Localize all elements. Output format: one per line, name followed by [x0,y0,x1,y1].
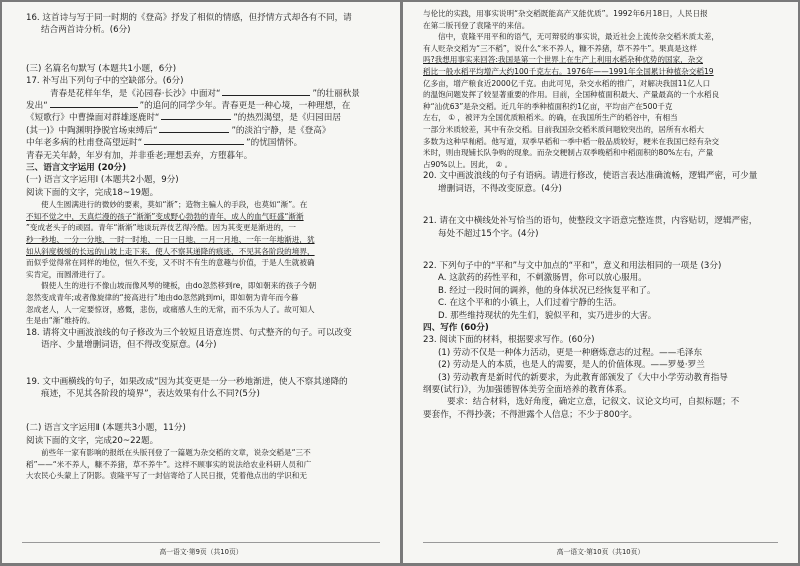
q22-option-b: B. 经过一段时间的调养，他的身体状况已经恢复平和了。 [438,285,656,296]
q23-intro: 23. 阅读下面的材料，根据要求写作。(60分) [423,335,595,346]
sub1-instruction: 阅读下面的文字，完成18~19题。 [26,187,159,198]
exam-page-10 [403,2,798,563]
passage2-cont-line: 亿多亩，增产粮食近2000亿千克。由此可见，杂交水稻的推广，对解决我国11亿人口 [423,78,711,88]
q20-line-2: 增删词语，不得改变原意。(4分) [438,183,562,194]
q23-item-3-cont: 纲要(试行)》，为加强德智体美劳全面培养的教育体系。 [423,385,632,395]
q23-requirement-1: 要求：结合材料，选好角度，确定立意，记叙文、议论文均可，自拟标题；不 [447,397,740,408]
passage1-line: 假使人生的进行不像山坡而像风琴的键板，由do忽然移到re，即如朝来的孩子今朝 [41,281,317,291]
passage1-line: 忽成老人，人一定要惊讶，感慨，悲伤，或痛感人生的无常，而不乐为人了。故可知人 [26,304,315,314]
passage2-cont-line: 信中，袁隆平用平和的语气，无可辩驳的事实说，最近社会上流传杂交稻米质太差， [438,32,719,42]
q17-line-3: 《短歌行》中曹操面对群雄逐鹿时“ ”的热烈渴望，是《归园田居 [26,113,341,124]
page-footer: 高一语文·第10页（共10页） [556,548,645,556]
q19-line-2: 痕迹，不见其各阶段的境界”，表达效果有什么不同?(5分) [41,389,260,400]
passage1-line: 秒一秒地、一分一分地、一时一时地、一日一日地、一月一月地、一年一年地渐进，犹 [26,235,315,245]
section4-heading: 四、写作 (60分) [423,322,489,333]
passage1-line: 实肯定，而圆滑进行了。 [26,269,110,279]
passage2-cont-line: 有人贬杂交稻为“三不稻”，说什么“米不养人，糠不养猪，草不养牛”。果真是这样 [423,43,697,53]
q16-line-2: 结合两首诗分析。(6分) [41,25,131,36]
passage2-cont-line: 稻比一般水稻平均增产大约100千克左右。1976年——1991年全国累计种植杂交稻19 [423,66,714,76]
q17-intro: 17. 补写出下列句子中的空缺部分。(6分) [26,76,184,87]
sub2-heading: (二) 语言文字运用Ⅱ (本题共3小题，11分) [26,423,186,434]
exam-page-9 [2,2,400,563]
passage2-cont-line: 种“汕优63”是杂交稻。近几年的季种植面积约1亿亩，平均亩产在500千克 [423,101,673,111]
q23-item-2: (2) 劳动是人的本质，也是人的需要，是人的价值体现。——罗曼·罗兰 [438,360,705,371]
passage2-cont-line: 在第二版刊登了袁隆平的来信。 [423,20,530,30]
passage2-cont-line: 左右， ① ，被评为全国优质粮稻米。的确，在我国所生产的稻谷中，有相当 [423,113,678,123]
q23-item-1: (1) 劳动不仅是一种体力活动，更是一种磨炼意志的过程。——毛泽东 [438,347,703,358]
q20-line-1: 20. 文中画波浪线的句子有语病。请进行修改，使语言表达准确流畅，逻辑严密，可少量 [423,171,758,182]
passage2-cont-line: 米时，则由现铺长队争购的现象。而杂交粳制占双季晚稻和中稻面积的80%左右，产量 [423,148,714,158]
passage2-cont-line: 与伦比的实践，用事实说明“杂交稻既能高产又能优质”。1992年6月18日，人民日报 [423,9,708,18]
q17-line-6: 青春无关年龄，年岁有加，并非垂老;理想丢弃，方堕暮年。 [26,150,253,161]
passage1-line: 如从斜度极缓的长远的山坡上走下来，使人不察其递降的痕迹，不见其各阶段的境界， [26,246,315,256]
footer-rule [22,542,380,543]
q23-requirement-2: 要套作，不得抄袭；不得泄露个人信息；不少于800字。 [423,409,638,420]
q21-line-1: 21. 请在文中横线处补写恰当的语句，使整段文字语意完整连贯，内容贴切，逻辑严密， [423,216,758,227]
passage2-cont-line: 占90%以上。因此， ② 。 [423,159,513,169]
passage1-line: 生是由“渐”维持的。 [26,316,95,326]
passage2-line: 稻”——“米不养人，糠不养猪，草不养牛”。这样不顾事实的说法给农业科研人员和广 [26,459,312,469]
passage1-line: 使人生圆满进行的微妙的要素，莫如“渐”；造物主骗人的手段，也莫如“渐”。在 [41,200,308,210]
passage2-cont-line: 一部分米质较差，其中有杂交稻。目前我国杂交稻米质问题较突出的，居所有水稻大 [423,124,704,134]
q23-item-3: (3) 劳动教育是新时代的新要求，为此教育部颁发了《大中小学劳动教育指导 [438,372,728,383]
q17-line-2: 发出“ ”的追问的同学少年。青春更是一种心境，一种理想，在 [26,101,351,112]
passage2-cont-line: 吗?我想用事实来回答:我国是第一个世界上在生产上利用水稻杂种优势的国家，杂交 [423,55,703,65]
q16-line-1: 16. 这首诗与写于同一时期的《登高》抒发了相似的情感，但抒情方式却各有不同，请 [26,13,352,23]
q18-line-2: 语序、少量增删词语，但不得改变原意。(4分) [41,340,217,351]
passage2-line: 大农民心头蒙上了阴影。袁隆平写了一封信寄给了人民日报，凭着他点出的学识和无 [26,471,307,481]
passage1-line: ”变成老头子的顽固。青年“渐渐”地谈玩弄伎艺得冷酷。因为其变更是渐进的，一 [26,223,296,233]
q17-line-1: 青春是花样年华，是《沁园春·长沙》中面对“ ”的壮丽秋景 [50,88,360,99]
passage2-cont-line: 的温饱问题发挥了较显著重要的作用。目前，全国种植面积最大、产量最高的一个水稻良 [423,90,720,100]
q21-line-2: 每处不超过15个字。(4分) [438,228,539,239]
q17-line-5: 中年老多病的杜甫登高望远时“ ”的忧国情怀。 [26,138,303,149]
q22-option-d: D. 那些维持现状的先生们，貌似平和，实乃进步的大害。 [438,310,657,321]
sub1-heading: (一) 语言文字运用Ⅰ (本题共2小题，9分) [26,175,179,186]
section-language-heading: 三、语言文字运用 (20分) [26,163,127,174]
q18-line-1: 18. 请将文中画波浪线的句子修改为三个较短且语意连贯、句式整齐的句子。可以改变 [26,327,352,338]
footer-rule [423,542,778,543]
q22-stem: 22. 下列句子中的“平和”与文中加点的“平和”，意义和用法相同的一项是 (3分) [423,260,722,271]
q22-option-c: C. 在这个平和的小镇上，人们过着宁静的生活。 [438,298,622,309]
section3-heading: (三) 名篇名句默写 (本题共1小题，6分) [26,63,177,74]
passage2-cont-line: 多数为这种早籼稻。他写道，双季早稻和一季中稻一般品质较好，粳米在我国已经有杂交 [423,136,720,146]
q17-line-4: (其一)》中陶渊明挣脱官场束缚后“ ”的淡泊宁静，是《登高》 [26,125,331,136]
q22-option-a: A. 这款药的药性平和，不刺激肠胃，你可以放心服用。 [438,273,647,284]
passage1-line: 而似乎觉得常在同样的地位，恒久不变，又不时不有生的意趣与价值，于是人生就被确 [26,258,315,268]
passage1-line: 不知不觉之中，天真烂漫的孩子“渐渐”变成野心勃勃的青年，成人的血气旺盛“渐渐 [26,211,304,221]
page-footer: 高一语文·第9页（共10页） [159,548,243,556]
q19-line-1: 19. 文中画横线的句子，如果改成“因为其变更是一分一秒地渐进，使人不察其递降的 [26,376,348,387]
sub2-instruction: 阅读下面的文字，完成20~22题。 [26,435,159,446]
passage2-line: 前些年一家有影响的报纸在头版刊登了一篇题为杂交稻的文章，说杂交稻是“三不 [41,448,311,458]
passage1-line: 忽然变成青年;或者像旋律的“接高进行”地由do忽然跳到mi，即如朝为青年而今暮 [26,293,299,303]
